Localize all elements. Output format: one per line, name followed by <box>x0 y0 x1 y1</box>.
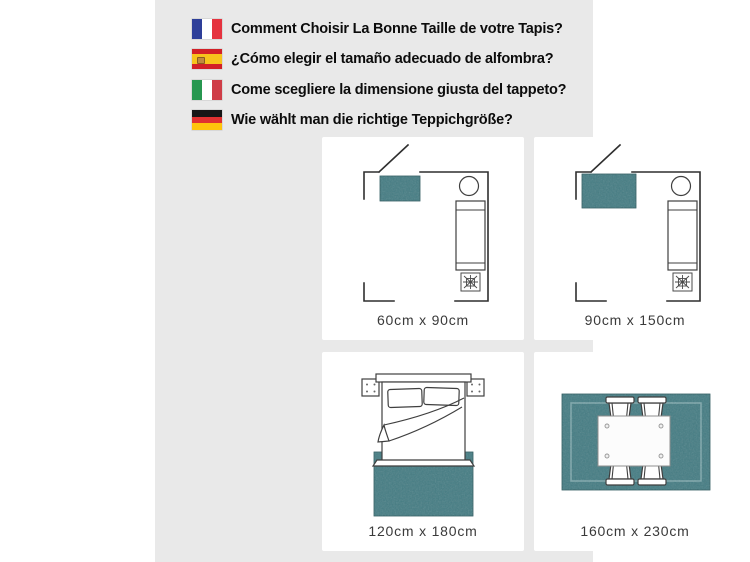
panel-rug-160x230 <box>534 352 736 551</box>
spain-crest-icon <box>197 57 205 64</box>
panel-rug-90x150 <box>534 137 736 340</box>
size-label: 90cm x 150cm <box>584 312 686 328</box>
plant-icon <box>673 273 692 291</box>
header <box>155 0 593 140</box>
dining-table-icon <box>598 416 670 466</box>
side-table-icon <box>460 177 479 196</box>
size-label: 60cm x 90cm <box>376 312 470 328</box>
panel-rug-60x90 <box>322 137 524 340</box>
panel-rug-120x180 <box>322 352 524 551</box>
rug-illustration <box>380 176 420 201</box>
bench-icon <box>456 201 485 270</box>
flag-italy-icon <box>192 80 222 100</box>
content-strip <box>155 0 690 562</box>
header-row-spanish <box>192 49 593 70</box>
header-row-german <box>192 110 593 131</box>
size-label: 120cm x 180cm <box>368 523 478 539</box>
side-table-icon <box>672 177 691 196</box>
bedroom-illustration <box>322 352 524 520</box>
chair-icon <box>638 464 666 485</box>
flag-spain-icon <box>192 49 222 69</box>
headline-french: Comment Choisir La Bonne Taille de votre Tapis? <box>231 20 563 37</box>
size-label: 160cm x 230cm <box>580 523 690 539</box>
plant-icon <box>461 273 480 291</box>
flag-france-icon <box>192 19 222 39</box>
dining-illustration <box>534 352 736 520</box>
header-row-italian <box>192 79 593 100</box>
floorplan-small-rug <box>322 137 524 307</box>
headline-italian: Come scegliere la dimensione giusta del tappeto? <box>231 81 567 98</box>
headline-german: Wie wählt man die richtige Teppichgröße? <box>231 112 513 128</box>
floorplan-medium-rug <box>534 137 736 307</box>
bench-icon <box>668 201 697 270</box>
header-row-french <box>192 18 593 39</box>
chair-icon <box>606 397 634 418</box>
rug-illustration <box>582 174 636 208</box>
flag-germany-icon <box>192 110 222 130</box>
bed-icon <box>373 374 474 466</box>
chair-icon <box>606 464 634 485</box>
chair-icon <box>638 397 666 418</box>
headline-spanish: ¿Cómo elegir el tamaño adecuado de alfombra? <box>231 51 554 67</box>
